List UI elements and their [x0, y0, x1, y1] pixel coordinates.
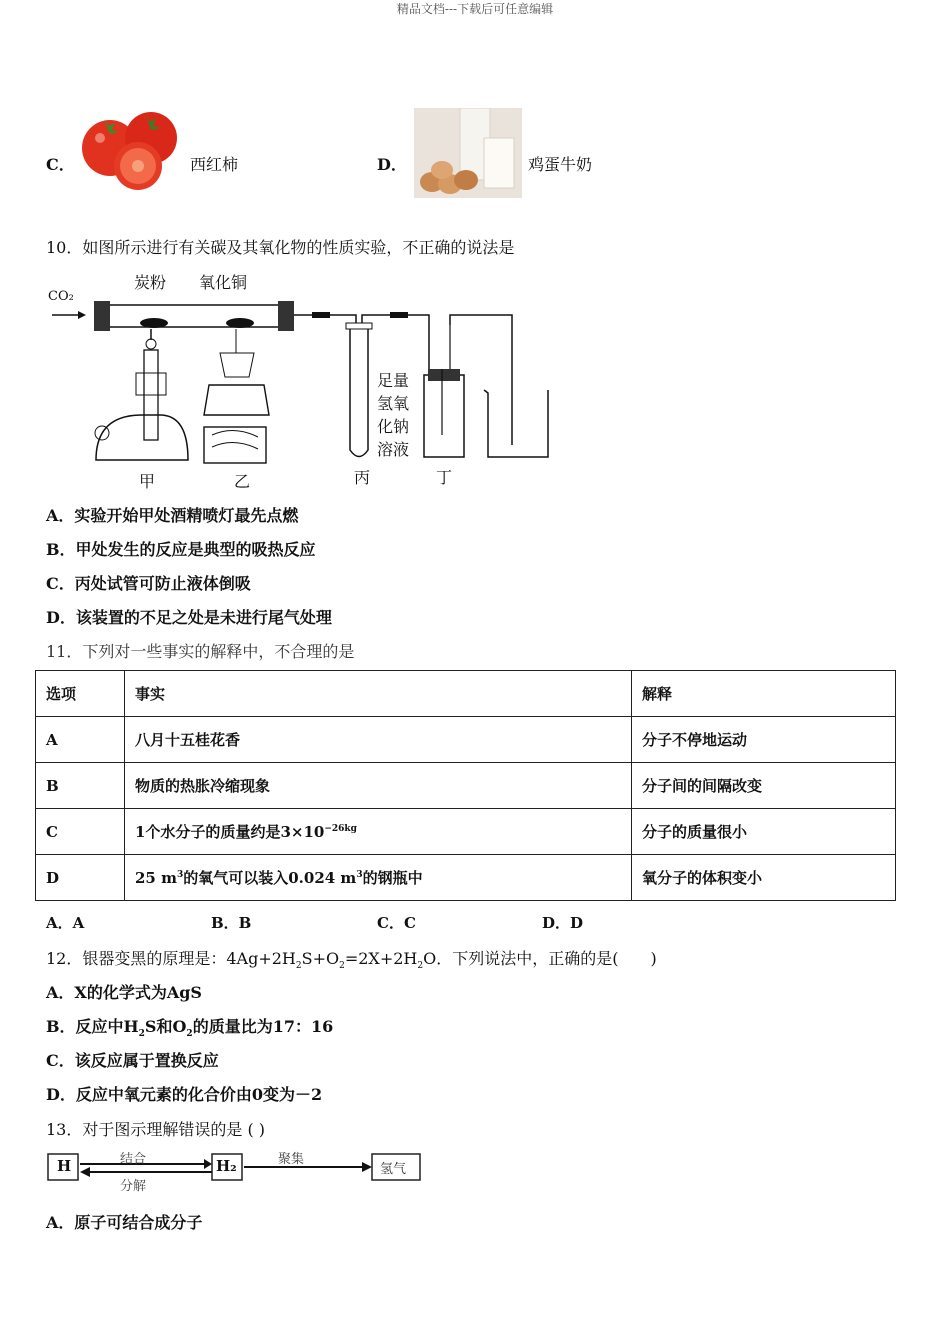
eggs-milk-image	[414, 108, 522, 198]
row-fact: 1个水分子的质量约是$3\times 10^{-26kg}$	[125, 809, 632, 855]
label-h: H	[57, 1157, 72, 1175]
table-row	[36, 809, 896, 855]
page-header: 精品文档---下载后可任意编辑	[396, 2, 554, 16]
row-option: A	[36, 717, 125, 763]
option-d-label: D．	[377, 155, 407, 174]
q10-option-d: D．该装置的不足之处是未进行尾气处理	[46, 608, 332, 627]
q10-option-b: B．甲处发生的反应是典型的吸热反应	[46, 540, 316, 559]
naoh-label-2: 氢氧	[377, 394, 410, 413]
row-option: D	[36, 855, 125, 901]
row-explanation: 氧分子的体积变小	[632, 855, 896, 901]
naoh-label-3: 化钠	[377, 417, 410, 436]
label-bing: 丙	[354, 468, 371, 487]
row-explanation: 分子间的间隔改变	[632, 763, 896, 809]
q11-answer-b: B．B	[211, 914, 252, 932]
q12-option-a: A．X的化学式为AgS	[46, 983, 202, 1002]
question-11-stem: 11．下列对一些事实的解释中，不合理的是	[46, 642, 355, 661]
carbon-experiment-figure	[44, 265, 564, 490]
q10-option-c: C．丙处试管可防止液体倒吸	[46, 574, 251, 593]
carbon-powder-label: 炭粉	[134, 273, 167, 292]
header-fact: 事实	[125, 671, 632, 717]
facts-table	[35, 670, 896, 901]
question-13-stem: 13．对于图示理解错误的是 ( )	[46, 1120, 266, 1139]
q10-option-a: A．实验开始甲处酒精喷灯最先点燃	[46, 506, 299, 525]
question-12-stem: 12．银器变黑的原理是：$4Ag+2H_2S+O_2=2X+2H_2O$．下列说法中，正确的是( )	[46, 949, 657, 972]
row-option: B	[36, 763, 125, 809]
row-fact: 物质的热胀冷缩现象	[125, 763, 632, 809]
naoh-label-1: 足量	[377, 371, 410, 390]
label-gather: 聚集	[278, 1152, 305, 1167]
question-10-stem: 10．如图所示进行有关碳及其氧化物的性质实验，不正确的说法是	[46, 238, 515, 257]
label-hydrogen-gas: 氢气	[380, 1162, 407, 1177]
table-header-row	[36, 671, 896, 717]
q12-option-b: B．反应中$H_2S$和$O_2$的质量比为17：16	[46, 1017, 334, 1040]
naoh-label-4: 溶液	[377, 440, 410, 459]
header-explanation: 解释	[632, 671, 896, 717]
option-d-text: 鸡蛋牛奶	[528, 155, 593, 174]
label-yi: 乙	[234, 472, 251, 491]
table-row	[36, 717, 896, 763]
label-decompose: 分解	[120, 1179, 147, 1194]
label-combine: 结合	[120, 1152, 147, 1167]
row-explanation: 分子的质量很小	[632, 809, 896, 855]
table-row	[36, 763, 896, 809]
copper-oxide-label: 氧化铜	[199, 273, 248, 292]
header-option: 选项	[36, 671, 125, 717]
row-fact: 八月十五桂花香	[125, 717, 632, 763]
q12-option-c: C．该反应属于置换反应	[46, 1051, 219, 1070]
option-c-label: C．	[46, 155, 75, 174]
q11-answer-a: A．A	[46, 914, 85, 932]
q11-answer-c: C．C	[377, 914, 416, 932]
q13-option-a: A．原子可结合成分子	[46, 1213, 203, 1232]
label-ding: 丁	[436, 468, 453, 487]
q11-answer-d: D．D	[542, 914, 584, 932]
tomato-image	[76, 108, 181, 190]
row-explanation: 分子不停地运动	[632, 717, 896, 763]
row-fact: 25 $m^3$的氧气可以装入0.024 $m^3$的钢瓶中	[125, 855, 632, 901]
co2-label: CO₂	[48, 289, 74, 304]
option-c-text: 西红柿	[190, 155, 239, 174]
table-row	[36, 855, 896, 901]
label-jia: 甲	[139, 472, 156, 491]
label-h2: H₂	[216, 1157, 237, 1175]
hydrogen-diagram	[46, 1148, 426, 1193]
q12-option-d: D．反应中氧元素的化合价由0变为－2	[46, 1085, 323, 1104]
row-option: C	[36, 809, 125, 855]
